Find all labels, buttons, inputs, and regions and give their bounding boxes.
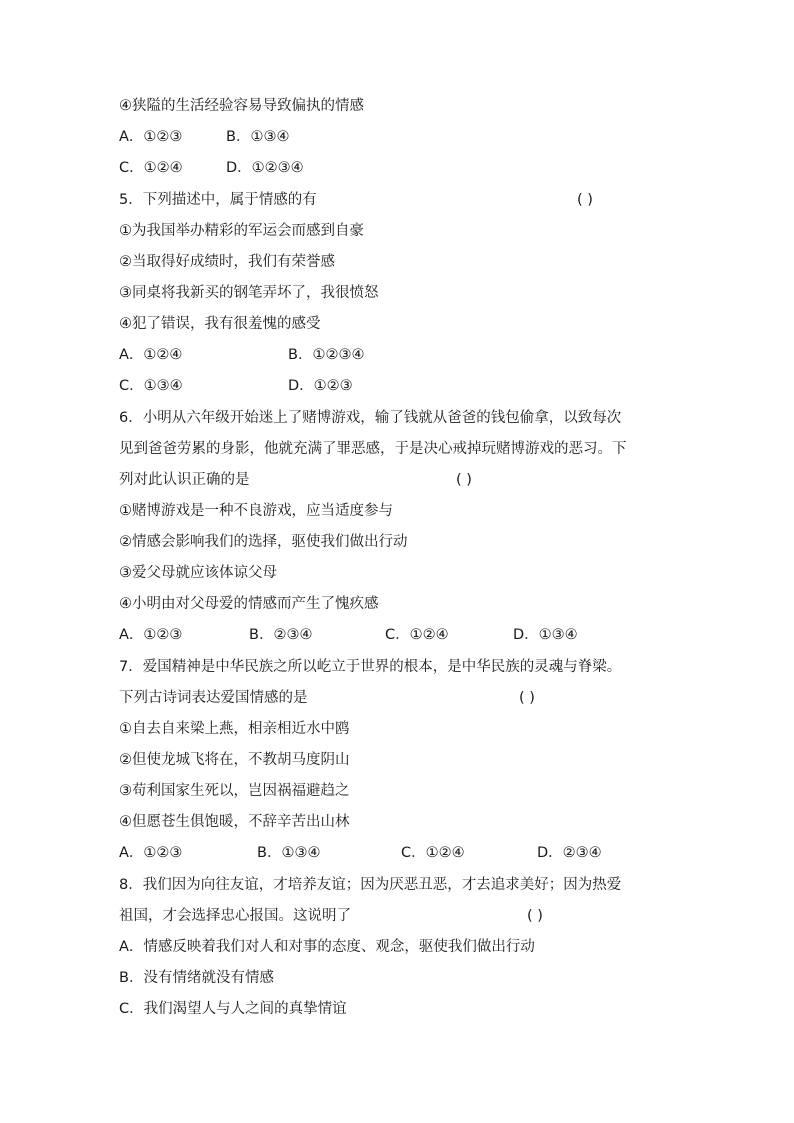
q7-item-4: ④但愿苍生俱饱暖，不辞辛苦出山林: [119, 814, 350, 830]
q6-option-a: A．①②③: [119, 627, 183, 643]
q7-stem-line-2: [119, 688, 535, 708]
q5-option-a: A．①②④: [119, 347, 183, 363]
q5-item-2: ②当取得好成绩时，我们有荣誉感: [119, 254, 335, 270]
q7-stem-text: 下列古诗词表达爱国情感的是: [119, 690, 308, 706]
q6-option-b: B．②③④: [249, 627, 313, 643]
q6-stem-text: 列对此认识正确的是: [119, 472, 250, 488]
q6-item-4: ④小明由对父母爱的情感而产生了愧疚感: [119, 596, 379, 612]
q8-stem-line-2: [119, 906, 543, 926]
q7-item-2: ②但使龙城飞将在，不教胡马度阴山: [119, 752, 350, 768]
q7-stem-line-1: 7．爱国精神是中华民族之所以屹立于世界的根本，是中华民族的灵魂与脊梁。: [119, 659, 622, 675]
q8-option-a: A．情感反映着我们对人和对事的态度、观念，驱使我们做出行动: [119, 939, 535, 955]
q5-stem-text: 5．下列描述中，属于情感的有: [119, 192, 317, 208]
q7-option-d: D．②③④: [537, 845, 602, 861]
q7-option-b: B．①③④: [257, 845, 321, 861]
q7-answer-bracket: ( ): [519, 690, 535, 706]
q5-item-1: ①为我国举办精彩的军运会而感到自豪: [119, 223, 364, 239]
q5-answer-bracket: ( ): [577, 192, 593, 208]
q6-answer-bracket: ( ): [456, 472, 472, 488]
q6-option-d: D．①③④: [513, 627, 578, 643]
q7-item-3: ③苟利国家生死以，岂因祸福避趋之: [119, 783, 350, 799]
q5-item-3: ③同桌将我新买的钢笔弄坏了，我很愤怒: [119, 285, 379, 301]
q6-stem-line-2: 见到爸爸劳累的身影，他就充满了罪恶感，于是决心戒掉玩赌博游戏的恶习。下: [119, 441, 627, 457]
q8-option-c: C．我们渴望人与人之间的真挚情谊: [119, 1001, 347, 1017]
q6-item-3: ③爱父母就应该体谅父母: [119, 565, 277, 581]
q8-stem-text: 祖国，才会选择忠心报国。这说明了: [119, 908, 351, 924]
q6-stem-line-1: 6．小明从六年级开始迷上了赌博游戏，输了钱就从爸爸的钱包偷拿，以致每次: [119, 410, 622, 426]
q8-option-b: B．没有情绪就没有情感: [119, 970, 274, 986]
q4-option-c: C．①②④: [119, 160, 183, 176]
q8-stem-line-1: 8．我们因为向往友谊，才培养友谊；因为厌恶丑恶，才去追求美好；因为热爱: [119, 877, 622, 893]
q4-option-d: D．①②③④: [226, 160, 304, 176]
q7-option-a: A．①②③: [119, 845, 183, 861]
q6-item-1: ①赌博游戏是一种不良游戏，应当适度参与: [119, 503, 393, 519]
q6-stem-line-3: [119, 470, 472, 490]
q6-item-2: ②情感会影响我们的选择，驱使我们做出行动: [119, 534, 408, 550]
q5-option-d: D．①②③: [288, 378, 353, 394]
q7-item-1: ①自去自来梁上燕，相亲相近水中鸥: [119, 721, 350, 737]
q4-option-b: B．①③④: [226, 129, 290, 145]
q7-option-c: C．①②④: [401, 845, 465, 861]
q6-option-c: C．①②④: [385, 627, 449, 643]
q5-item-4: ④犯了错误，我有很羞愧的感受: [119, 316, 321, 332]
q8-answer-bracket: ( ): [527, 908, 543, 924]
q4-item-4: ④狭隘的生活经验容易导致偏执的情感: [119, 98, 364, 114]
q5-option-b: B．①②③④: [288, 347, 365, 363]
q5-stem: [119, 190, 593, 210]
q4-option-a: A．①②③: [119, 129, 183, 145]
q5-option-c: C．①③④: [119, 378, 183, 394]
